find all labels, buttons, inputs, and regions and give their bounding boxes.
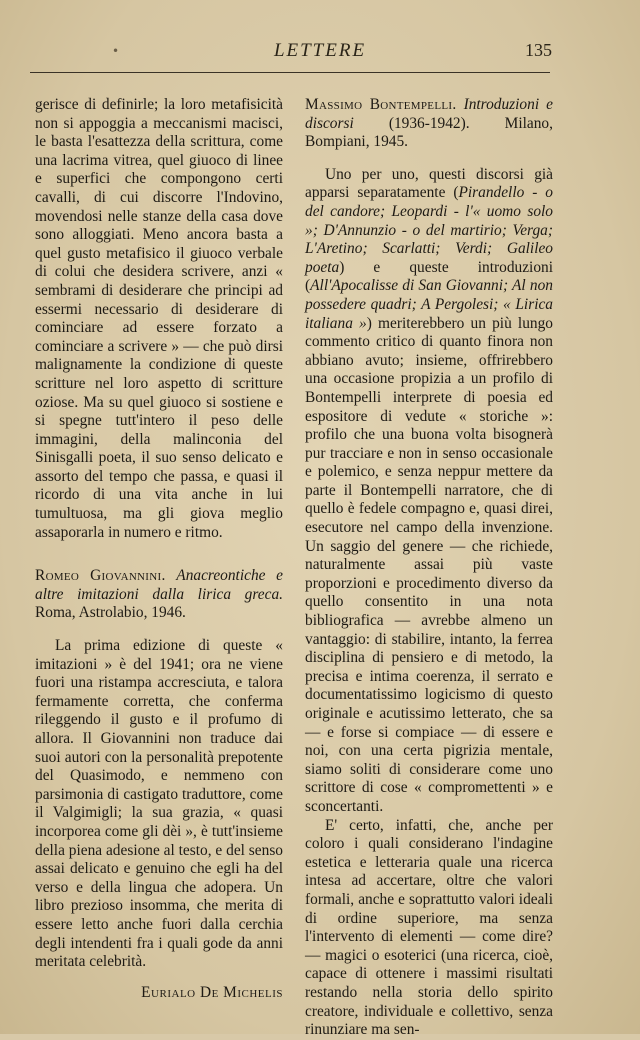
entry-years: (1936-1942). xyxy=(388,114,470,132)
right-column xyxy=(305,96,553,1040)
review-bontempelli-p2: E' certo, infatti, che, anche per coloro i quali considerano l'indagine estetica e letteraria quale una ricerca intesa ad accertare, oltre che valori formali, anche e soprattutto valori ideali di ordine superiore, ma senza l'intervento di elementi — come dire? — magici o esoterici (una ricerca, cioè, capace di ottenere i massimi risultati restando nella storia dello spirito creatore, individuale e collettivo, senza rinunziare ma sen- xyxy=(305,816,553,1039)
entry-author: Romeo Giovannini. xyxy=(35,567,166,585)
header-rule xyxy=(30,72,550,73)
reviewer-signature: Eurialo De Michelis xyxy=(141,983,283,1001)
review-giovannini: La prima edizione di queste « imitazioni » è del 1941; ora ne viene fuori una ristampa accresciuta, e talora fermamente corretta, che conferma rileggendo il gusto e il profumo di allora. Il Giovannini non traduce dai suoi autori con la personalità prepotente del Quasimodo, e nemmeno con parsimonia di castigato traduttore, come il Valgimigli; la sua grazia, « quasi incorporea come gli dèi », è tutt'insieme della piena adesione al testo, e del senso assai delicato e genuino che egli ha del verso e della lingua che adopera. Un libro prezioso insomma, che merita di essere letto anche fuori dalla cerchia degli intendenti fra i quali gode da anni meritata celebrità. xyxy=(35,637,283,971)
page-number: 135 xyxy=(525,40,552,60)
review-continuation: gerisce di definirle; la loro metafisicità non si appoggia a meccanismi macisci, le basta l'esattezza della scrittura, come una lacrima vitrea, quel giuoco di linee e superfici che compongono certi cavalli, di cui discorre l'Indovino, movendosi nelle stanze della casa dove sono alloggiati. Meno ancora basta a quel gusto metafisico il giuoco verbale di colui che desidera scrivere, anzi « sembrami di desiderare che principi ad essermi necessario di desiderare di cominciare ad essere forzato a cominciare a scrivere » — che può dirsi malignamente la condizione di queste scritture nel loro aspetto di scritture oziose. Ma su quel giuoco si sostiene e si spegne tutt'intero il peso delle immagini, della malinconia del Sinisgalli poeta, il suo senso delicato e assorto del tempo che passa, e quasi il ricordo di una vita anche in lui tumultuosa, ma gli giova meglio assaporarla in numero e ritmo. xyxy=(35,96,283,541)
review-bontempelli-p1: Uno per uno, questi discorsi già apparsi separatamente (Pirandello - o del candore; Leopardi - l'« uomo solo »; D'Annunzio - o del martirio; Verga; L'Aretino; Scarlatti; Verdi; Galileo poeta) e queste introduzioni (All'Apocalisse di San Giovanni; Al non possedere quadri; A Pergolesi; « Lirica italiana ») meriterebbero un più lungo commento critico di quanto finora non abbiano avuto; insieme, offrirebbero una occasione propizia a un profilo di Bontempelli interprete di poesia ed espositore di vedute « storiche »: profilo che una buona volta bisognerà pur tracciare e non in senso occasionale e polemico, e senza neppur mettere da parte il Bontempelli narratore, che di quello è fedele compagno e, quasi direi, esecutore nel campo della invenzione. Un saggio del genere — che richiede, naturalmente assai più vaste proporzioni e procedimento diverso da quello consentito in una nota bibliografica — avrebbe almeno un vantaggio: di stabilire, intanto, la ferrea disciplina di pensiero e di metodo, la precisa e intima coerenza, il serrato e documentatissimo logicismo di questo originale e acutissimo letterato, che sa — e forse si compiace — di essere e noi, con una certa pigrizia mentale, siamo soliti di considerare come uno scrittore di cose « compromettenti » e sconcertanti. xyxy=(305,165,553,815)
running-head xyxy=(0,38,640,68)
ornament-mark: • xyxy=(112,44,120,58)
entry-title: Introduzioni e discorsi xyxy=(305,96,553,132)
entry-author: Massimo Bontempelli. xyxy=(305,96,457,113)
left-column xyxy=(35,96,283,1002)
entry-publication: Roma, Astrolabio, 1946. xyxy=(35,604,186,622)
running-title: LETTERE xyxy=(273,40,367,61)
bibliographic-entry-bontempelli xyxy=(305,96,553,152)
bibliographic-entry-giovannini xyxy=(35,567,283,623)
entry-publication: Milano, Bompiani, 1945. xyxy=(305,114,553,151)
entry-title: Anacreontiche e altre imitazioni dalla lirica greca. xyxy=(35,567,283,603)
